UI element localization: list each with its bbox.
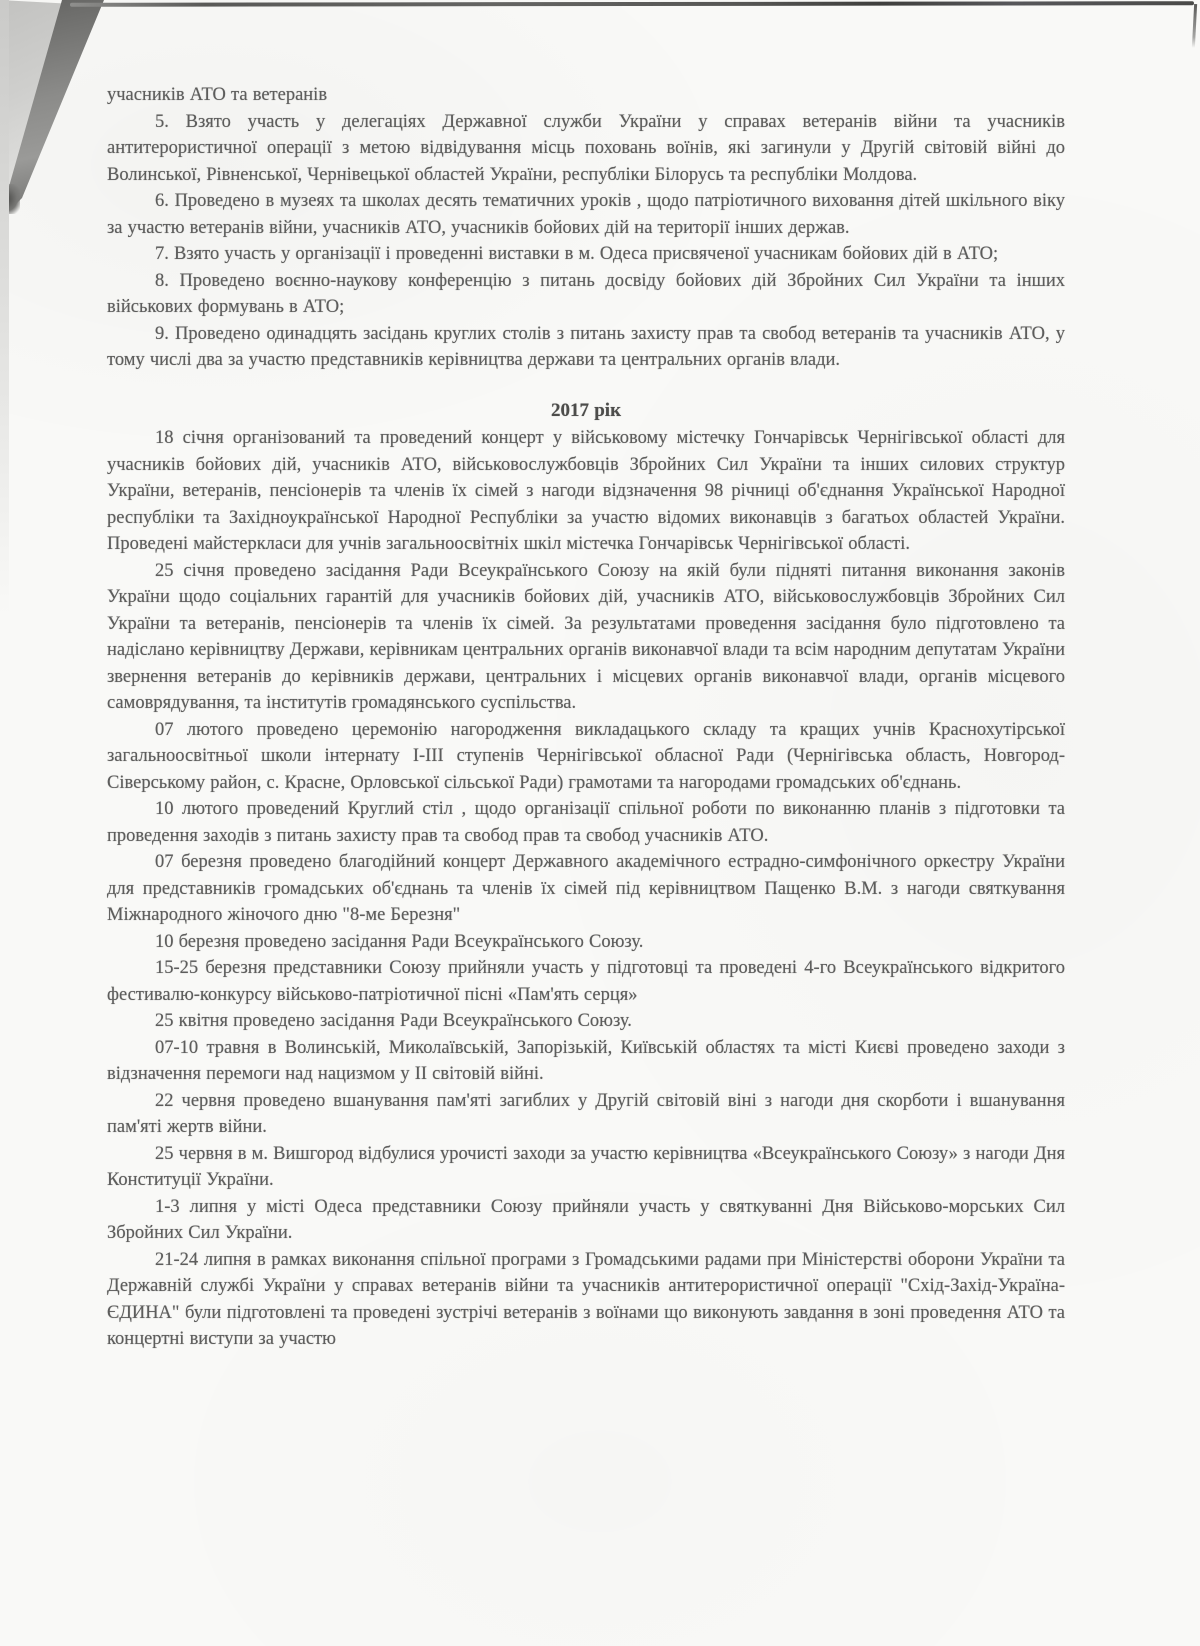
scan-top-edge-line [70,1,1194,7]
event-paragraph-jun25: 25 червня в м. Вишгород відбулися урочисті заходи за участю керівництва «Всеукраїнського Союзу» з нагоди Дня Конституції України. [107,1143,1065,1190]
event-paragraph-mar10: 10 березня проведено засідання Ради Всеукраїнського Союзу. [155,931,644,952]
event-paragraph-jul1-3: 1-3 липня у місті Одеса представники Союзу прийняли участь у святкуванні Дня Військово-морських Сил Збройних Сил України. [107,1196,1065,1243]
scan-left-edge-shadow [0,0,9,640]
event-paragraph-feb07: 07 лютого проведено церемонію нагородження викладацького складу та кращих учнів Краснохутірської загальноосвітньої школи інтернату І-ІІІ ступенів Чернігівської обласної Ради (Чернігівська область, Новгород-Сіверському район, с. Красне, Орловської сільської Ради) грамотами та нагородами громадських об'єднань. [107,719,1065,793]
numbered-item-5: 5. Взято участь у делегаціях Державної служби України у справах ветеранів війни та учасників антитерористичної операції з метою відвідування місць поховань воїнів, які загинули у Другій світовій війні до Волинської, Рівненської, Чернівецької областей України, республіки Білорусь та республіки Молдова. [107,111,1065,185]
event-paragraph-jul21-24: 21-24 липня в рамках виконання спільної програми з Громадськими радами при Міністерстві оборони України та Державній службі України у справах ветеранів війни та учасників антитерористичної операції "Схід-Захід-Україна-ЄДИНА" були підготовлені та проведені зустрічі ветеранів з воїнами що виконують завдання в зоні проведення АТО та концертні виступи за участю [107,1249,1065,1349]
paragraph-continuation: учасників АТО та ветеранів [107,85,328,105]
event-paragraph-apr25: 25 квітня проведено засідання Ради Всеукраїнського Союзу. [155,1011,632,1031]
event-paragraph-jun22: 22 червня проведено вшанування пам'яті загиблих у Другій світовій віні з нагоди дня скорботи і вшанування пам'яті жертв війни. [107,1090,1065,1137]
event-paragraph-mar07: 07 березня проведено благодійний концерт Державного академічного естрадно-симфонічного оркестру України для представників громадських об'єднань та членів їх сімей під керівництвом Пащенко В.М. з нагоди святкування Міжнародного жіночого дню "8-ме Березня" [107,852,1065,925]
event-paragraph-jan18: 18 січня організований та проведений концерт у військовому містечку Гончарівськ Чернігівської області для учасників бойових дій, учасників АТО, військовослужбовців Збройних Сил України та інших силових структур України, ветеранів, пенсіонерів та членів їх сімей з нагоди відзначення 98 річниці об'єднання Української Народної республіки та Західноукраїнської Народної Республіки за участю відомих виконавців з багатьох областей України. Проведені майстеркласи для учнів загальноосвітніх шкіл містечка Гончарівськ Чернігівської області. [107,428,1065,554]
numbered-item-7: 7. Взято участь у організації і проведенні виставки в м. Одеса присвяченої учасникам бойових дій в АТО; [155,244,999,264]
event-paragraph-feb10: 10 лютого проведений Круглий стіл , щодо організації спільної роботи по виконанню планів з підготовки та проведення заходів з питань захисту прав та свобод прав та свобод учасників АТО. [107,799,1065,846]
numbered-item-6: 6. Проведено в музеях та школах десять тематичних уроків , щодо патріотичного виховання дітей шкільного віку за участю ветеранів війни, учасників АТО, учасників бойових дій на території інших держав. [107,191,1065,238]
year-heading: 2017 рік [550,399,622,421]
event-paragraph-jan25: 25 січня проведено засідання Ради Всеукраїнського Союзу на якій були підняті питання виконання законів України щодо соціальних гарантій для учасників бойових дій, учасників АТО, військовослужбовців Збройних Сил України та ветеранів, пенсіонерів та членів їх сімей. За результатами проведення засідання було підготовлено та надіслано керівництву Держави, керівникам центральних органів виконавчої влади та всім народним депутатам України звернення ветеранів до керівників держави, центральних і місцевих органів виконавчої влади, органів місцевого самоврядування, та інститутів громадянського суспільства. [107,560,1065,713]
event-paragraph-mar15-25: 15-25 березня представники Союзу прийняли участь у підготовці та проведені 4-го Всеукраїнського відкритого фестивалю-конкурсу військово-патріотичної пісні «Пам'ять серця» [107,958,1065,1005]
numbered-item-9: 9. Проведено одинадцять засідань круглих столів з питань захисту прав та свобод ветеранів та учасників АТО, у тому числі два за участю представників керівництва держави та центральних органів влади. [107,323,1065,370]
numbered-item-8: 8. Проведено воєнно-наукову конференцію з питань досвіду бойових дій Збройних Сил України та інших військових формувань в АТО; [107,270,1065,317]
document-body [107,82,1065,1353]
event-paragraph-may07-10: 07-10 травня в Волинській, Миколаївській, Запорізькій, Київській областях та місті Києві проведено заходи з відзначення перемоги над нацизмом у ІІ світовій війні. [107,1037,1065,1084]
scan-top-right-edge-line [1192,4,1197,48]
